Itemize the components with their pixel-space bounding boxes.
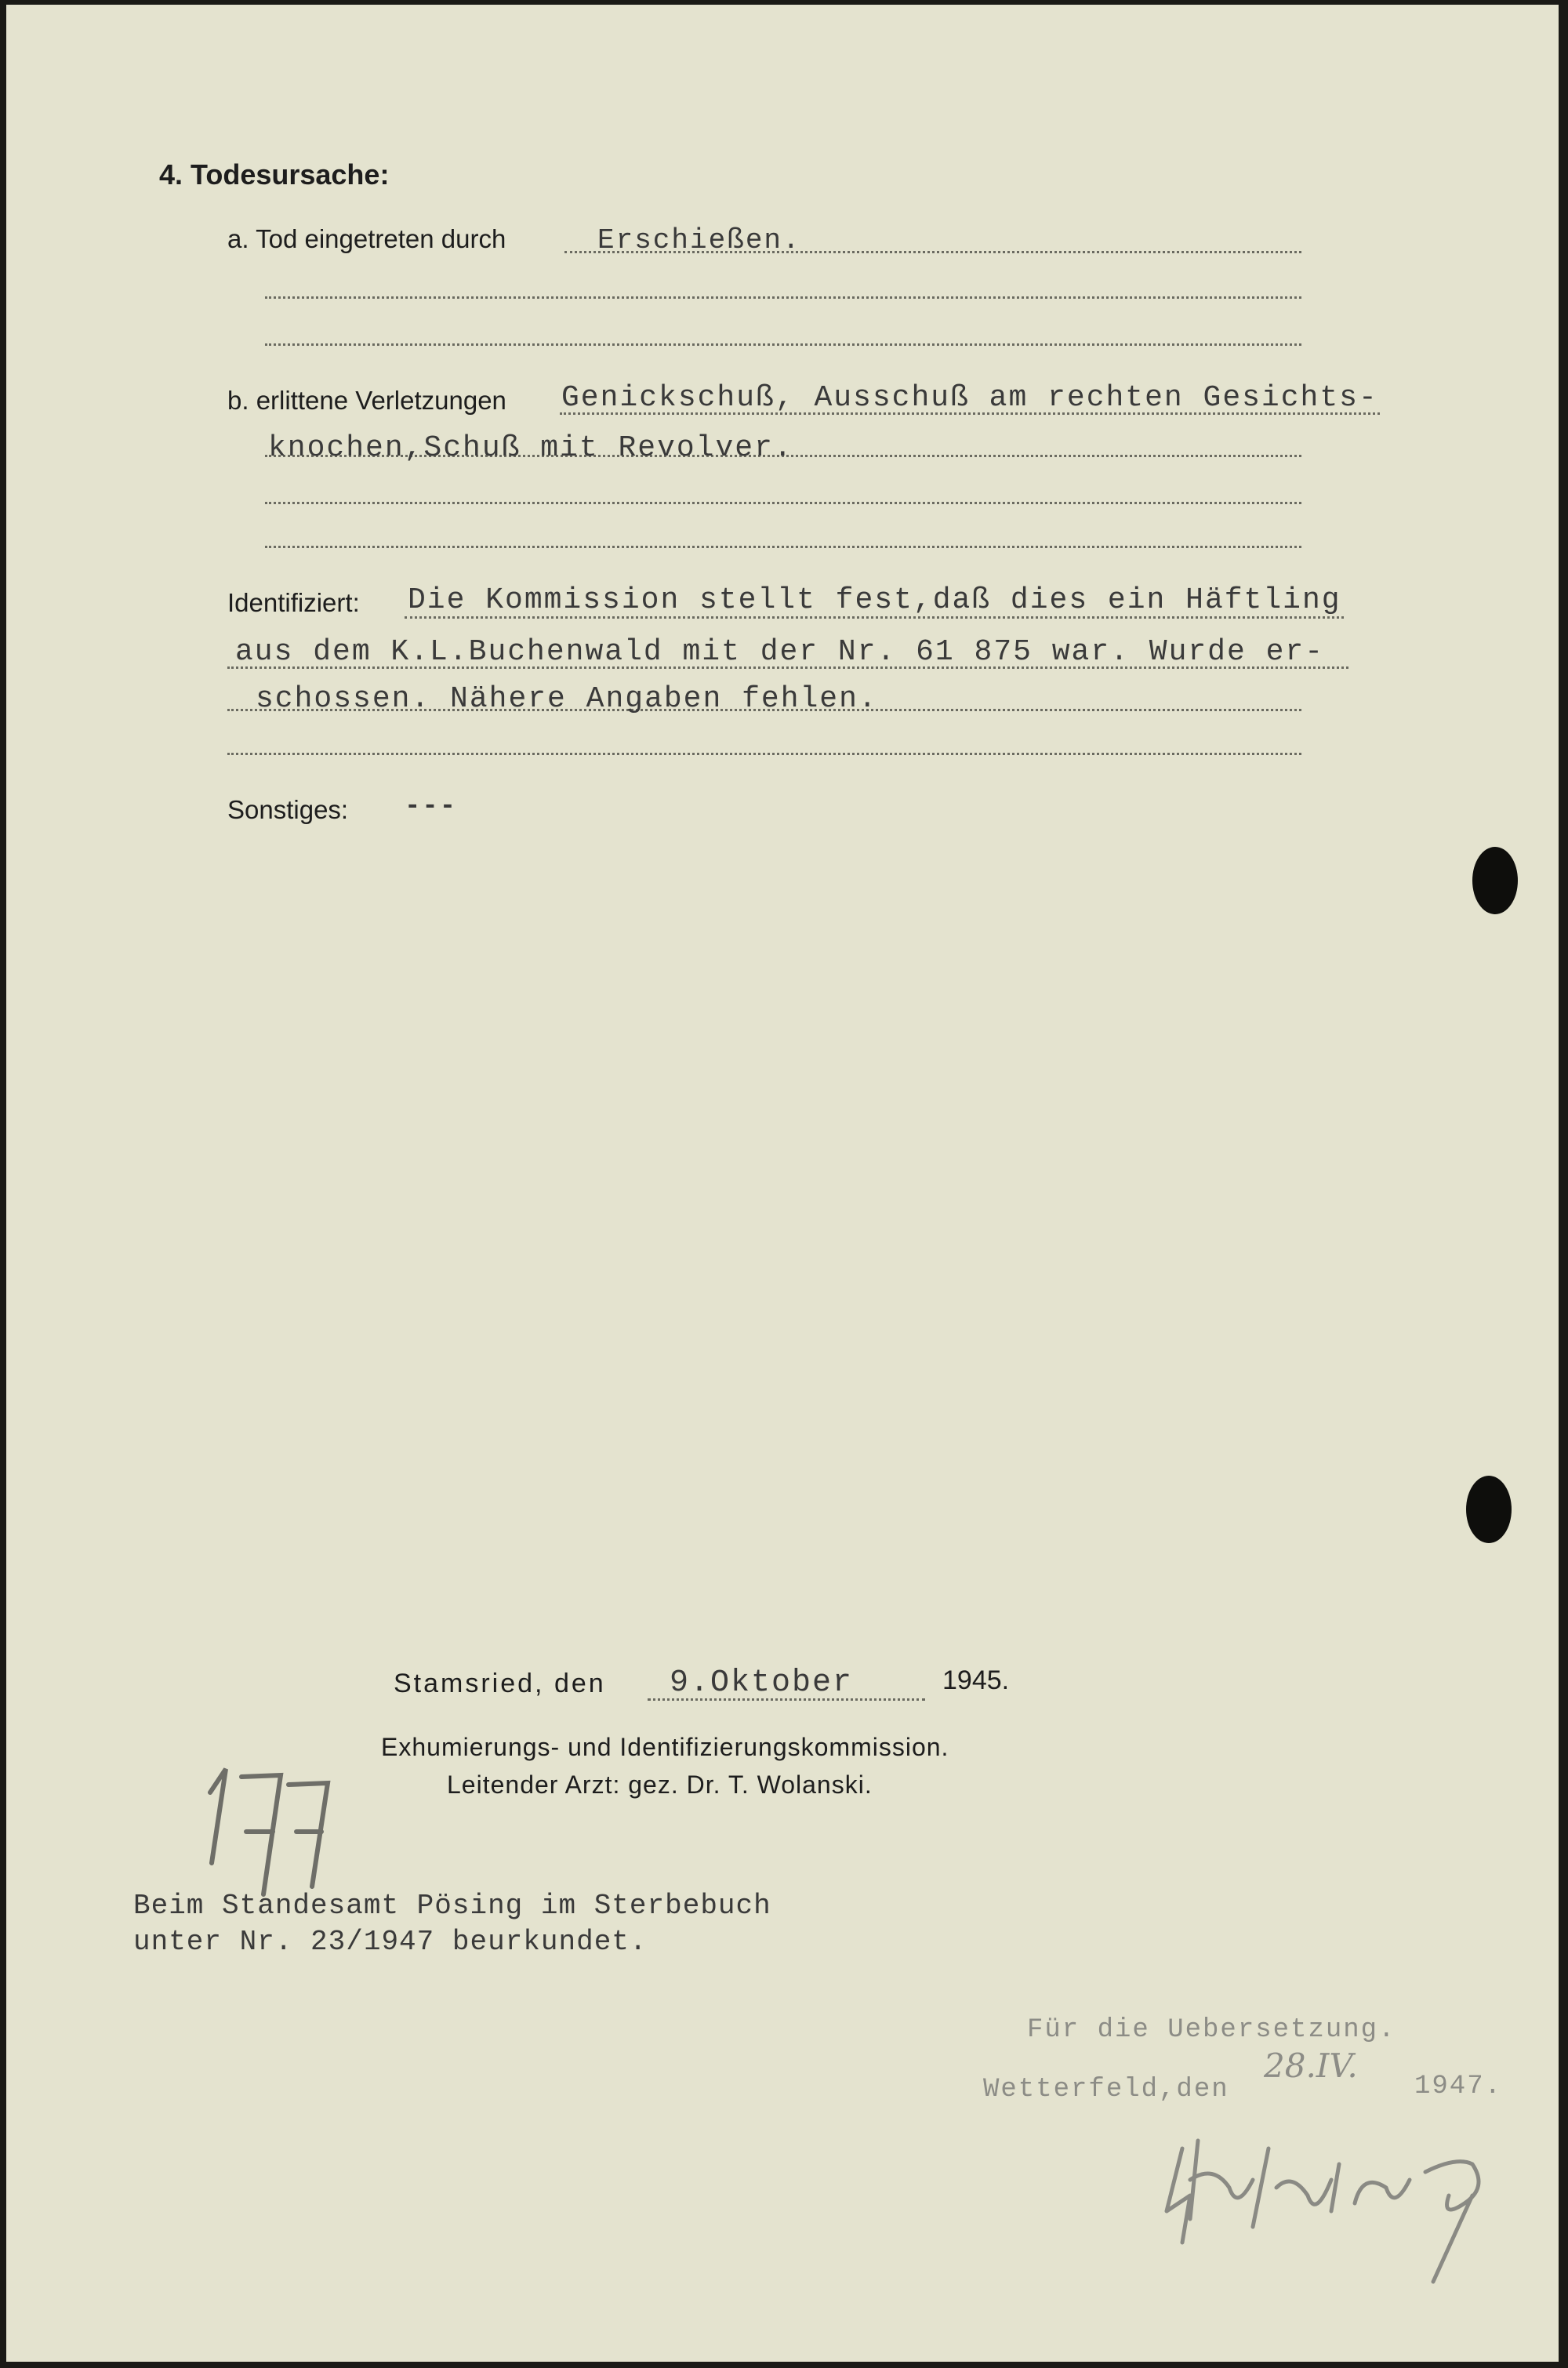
misc-label: Sonstiges: xyxy=(227,795,349,824)
identified-line-1: Die Kommission stellt fest,daß dies ein Häftling xyxy=(408,583,1341,617)
dotted-line xyxy=(227,753,1301,755)
place-date-value: 9.Oktober xyxy=(670,1665,854,1701)
commission-name: Exhumierungs- und Identifizierungskommission. xyxy=(381,1733,949,1761)
place-date-prefix: Stamsried, den xyxy=(394,1669,606,1698)
death-cause-label: a. Tod eingetreten durch xyxy=(227,224,506,253)
misc-value: --- xyxy=(405,792,458,822)
handwritten-number xyxy=(194,1745,351,1902)
injuries-label: b. erlittene Verletzungen xyxy=(227,386,506,415)
identified-line-2: aus dem K.L.Buchenwald mit der Nr. 61 875 war. Wurde er- xyxy=(235,635,1325,669)
dotted-line xyxy=(265,343,1301,346)
identified-line-3: schossen. Nähere Angaben fehlen. xyxy=(256,682,878,716)
punch-hole xyxy=(1466,1476,1512,1543)
dotted-line xyxy=(265,296,1301,299)
place-date-year: 1945. xyxy=(942,1665,1010,1695)
dotted-line xyxy=(265,502,1301,504)
translation-city: Wetterfeld,den xyxy=(983,2075,1229,2105)
injuries-line-1: Genickschuß, Ausschuß am rechten Gesichts- xyxy=(561,381,1378,415)
document-page xyxy=(6,5,1559,2362)
identified-label: Identifiziert: xyxy=(227,588,360,617)
lead-doctor: Leitender Arzt: gez. Dr. T. Wolanski. xyxy=(447,1771,873,1799)
dotted-line xyxy=(265,546,1301,548)
death-cause-value: Erschießen. xyxy=(597,224,801,256)
translation-year: 1947. xyxy=(1414,2072,1503,2101)
translation-line-1: Für die Uebersetzung. xyxy=(1027,2015,1396,2045)
registry-line-1: Beim Standesamt Pösing im Sterbebuch xyxy=(133,1890,771,1922)
punch-hole xyxy=(1472,847,1518,914)
injuries-line-2: knochen,Schuß mit Revolver. xyxy=(268,431,793,465)
translator-signature xyxy=(1159,2117,1496,2297)
registry-line-2: unter Nr. 23/1947 beurkundet. xyxy=(133,1926,648,1958)
section-heading: 4. Todesursache: xyxy=(159,158,390,191)
translation-handwritten-date: 28.IV. xyxy=(1264,2047,1358,2085)
